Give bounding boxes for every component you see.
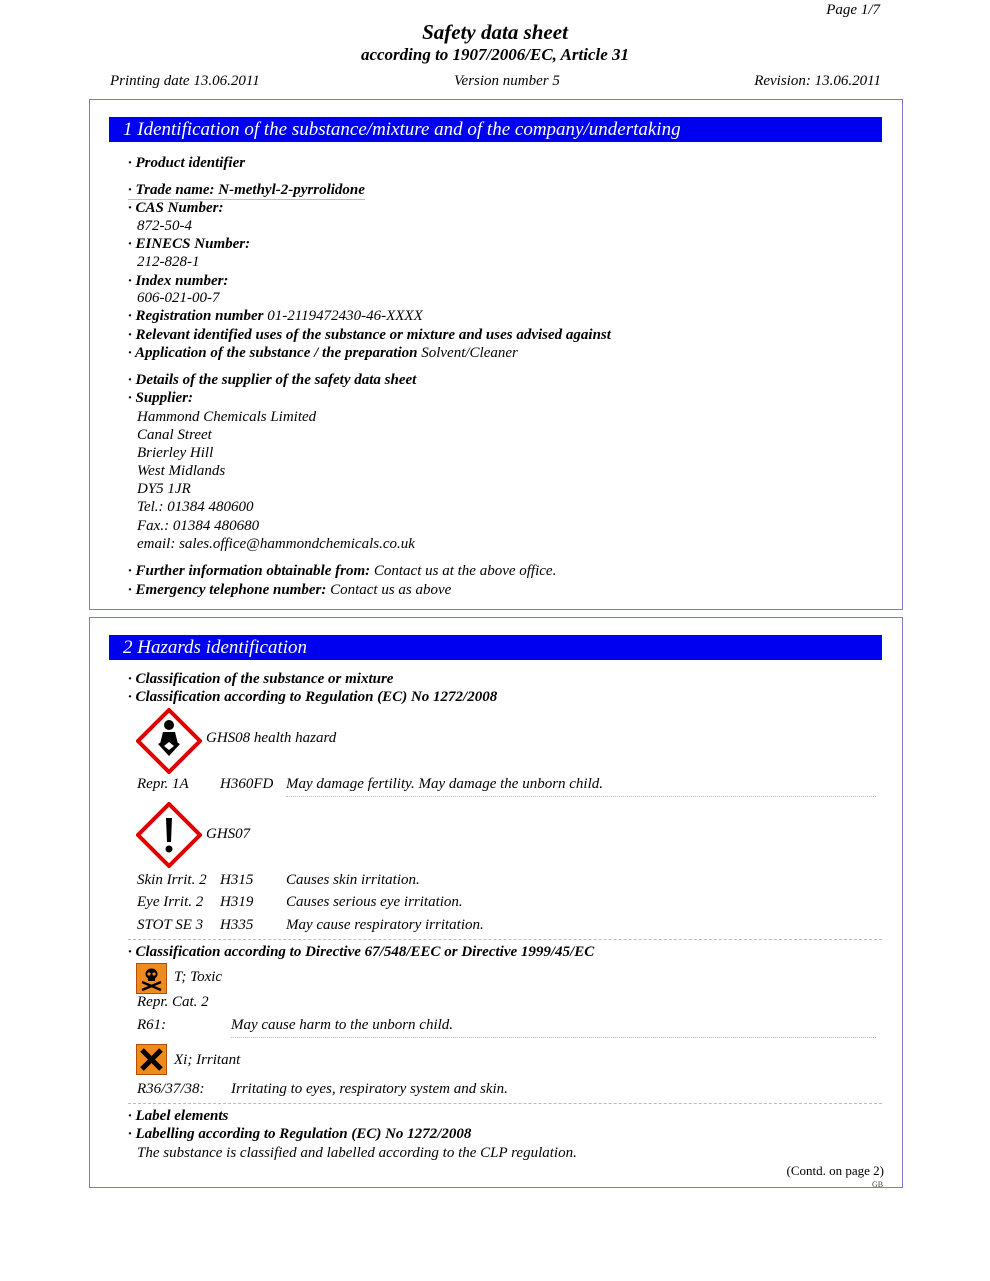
ghs08-label: GHS08 health hazard <box>206 730 337 746</box>
h335-text: May cause respiratory irritation. <box>286 917 484 933</box>
meta-row <box>110 73 881 90</box>
divider <box>231 1037 876 1038</box>
supplier-tel: Tel.: 01384 480600 <box>137 499 254 515</box>
supplier-postcode: DY5 1JR <box>137 481 191 497</box>
supplier-name: Hammond Chemicals Limited <box>137 409 317 425</box>
classification-label: · Classification of the substance or mixture <box>128 671 394 687</box>
h315-class: Skin Irrit. 2 <box>137 872 207 888</box>
supplier-details-label: · Details of the supplier of the safety data sheet <box>128 372 417 388</box>
r61-text: May cause harm to the unborn child. <box>231 1017 454 1033</box>
index-value: 606-021-00-7 <box>137 290 220 306</box>
labelling-text: The substance is classified and labelled according to the CLP regulation. <box>137 1145 577 1161</box>
einecs-value: 212-828-1 <box>137 254 200 270</box>
repr-text: May damage fertility. May damage the unborn child. <box>286 776 604 792</box>
supplier-email: email: sales.office@hammondchemicals.co.uk <box>137 536 415 552</box>
divider <box>286 796 876 797</box>
revision-date: Revision: 13.06.2011 <box>754 73 881 89</box>
section-1 <box>89 99 903 610</box>
emergency-line <box>128 582 451 599</box>
classification-reg-label: · Classification according to Regulation (EC) No 1272/2008 <box>128 689 498 705</box>
relevant-uses: · Relevant identified uses of the substance or mixture and uses advised against <box>128 327 611 343</box>
section-1-heading: 1 Identification of the substance/mixture and of the company/undertaking <box>109 117 882 142</box>
supplier-town: Brierley Hill <box>137 445 214 461</box>
h315-text: Causes skin irritation. <box>286 872 420 888</box>
registration-label: · Registration number <box>128 308 264 324</box>
r36-text: Irritating to eyes, respiratory system and skin. <box>231 1081 508 1097</box>
further-info-value: Contact us at the above office. <box>373 563 557 579</box>
emergency-value: Contact us as above <box>330 582 452 598</box>
section-2 <box>89 617 903 1188</box>
ghs07-exclamation-icon <box>136 802 202 868</box>
section-2-heading: 2 Hazards identification <box>109 635 882 660</box>
supplier-fax: Fax.: 01384 480680 <box>137 518 260 534</box>
supplier-label: · Supplier: <box>128 390 194 406</box>
further-info-line <box>128 563 556 580</box>
label-elements: · Label elements <box>128 1108 229 1124</box>
repr-cat: Repr. Cat. 2 <box>137 994 209 1010</box>
divider <box>128 939 882 940</box>
continued-note: (Contd. on page 2) <box>786 1163 884 1178</box>
cas-value: 872-50-4 <box>137 218 192 234</box>
index-label: · Index number: <box>128 273 229 289</box>
divider <box>128 1103 882 1104</box>
labelling-reg: · Labelling according to Regulation (EC) No 1272/2008 <box>128 1126 472 1142</box>
irritant-label: Xi; Irritant <box>174 1052 241 1068</box>
document-subtitle: according to 1907/2006/EC, Article 31 <box>360 45 630 64</box>
registration-line <box>128 308 423 325</box>
toxic-skull-icon <box>136 963 167 994</box>
h335-code: H335 <box>220 917 254 933</box>
h315-code: H315 <box>220 872 254 888</box>
document-title: Safety data sheet <box>422 20 568 44</box>
country-code: GB <box>872 1180 884 1189</box>
ghs08-health-hazard-icon <box>136 708 202 774</box>
version-number: Version number 5 <box>454 73 560 89</box>
supplier-street: Canal Street <box>137 427 212 443</box>
ghs07-label: GHS07 <box>206 826 251 842</box>
application-line <box>128 345 518 362</box>
directive-label: · Classification according to Directive 67/548/EEC or Directive 1999/45/EC <box>128 944 595 960</box>
h335-class: STOT SE 3 <box>137 917 204 933</box>
further-info-label: · Further information obtainable from: <box>128 563 371 579</box>
irritant-cross-icon <box>136 1044 167 1075</box>
toxic-label: T; Toxic <box>174 969 223 985</box>
supplier-region: West Midlands <box>137 463 226 479</box>
application-label: · Application of the substance / the preparation <box>128 345 418 361</box>
h319-class: Eye Irrit. 2 <box>137 894 204 910</box>
registration-value: 01-2119472430-46-XXXX <box>267 308 423 324</box>
trade-name: · Trade name: N-methyl-2-pyrrolidone <box>128 182 365 198</box>
emergency-label: · Emergency telephone number: <box>128 582 327 598</box>
printing-date: Printing date 13.06.2011 <box>110 73 260 89</box>
repr-code: H360FD <box>220 776 274 792</box>
application-value: Solvent/Cleaner <box>421 345 518 361</box>
h319-text: Causes serious eye irritation. <box>286 894 463 910</box>
h319-code: H319 <box>220 894 254 910</box>
r61-code: R61: <box>137 1017 167 1033</box>
einecs-label: · EINECS Number: <box>128 236 251 252</box>
product-identifier-label: · Product identifier <box>128 155 246 171</box>
repr-class: Repr. 1A <box>137 776 189 792</box>
cas-label: · CAS Number: <box>128 200 224 216</box>
page-number: Page 1/7 <box>826 2 880 18</box>
r36-code: R36/37/38: <box>137 1081 205 1097</box>
